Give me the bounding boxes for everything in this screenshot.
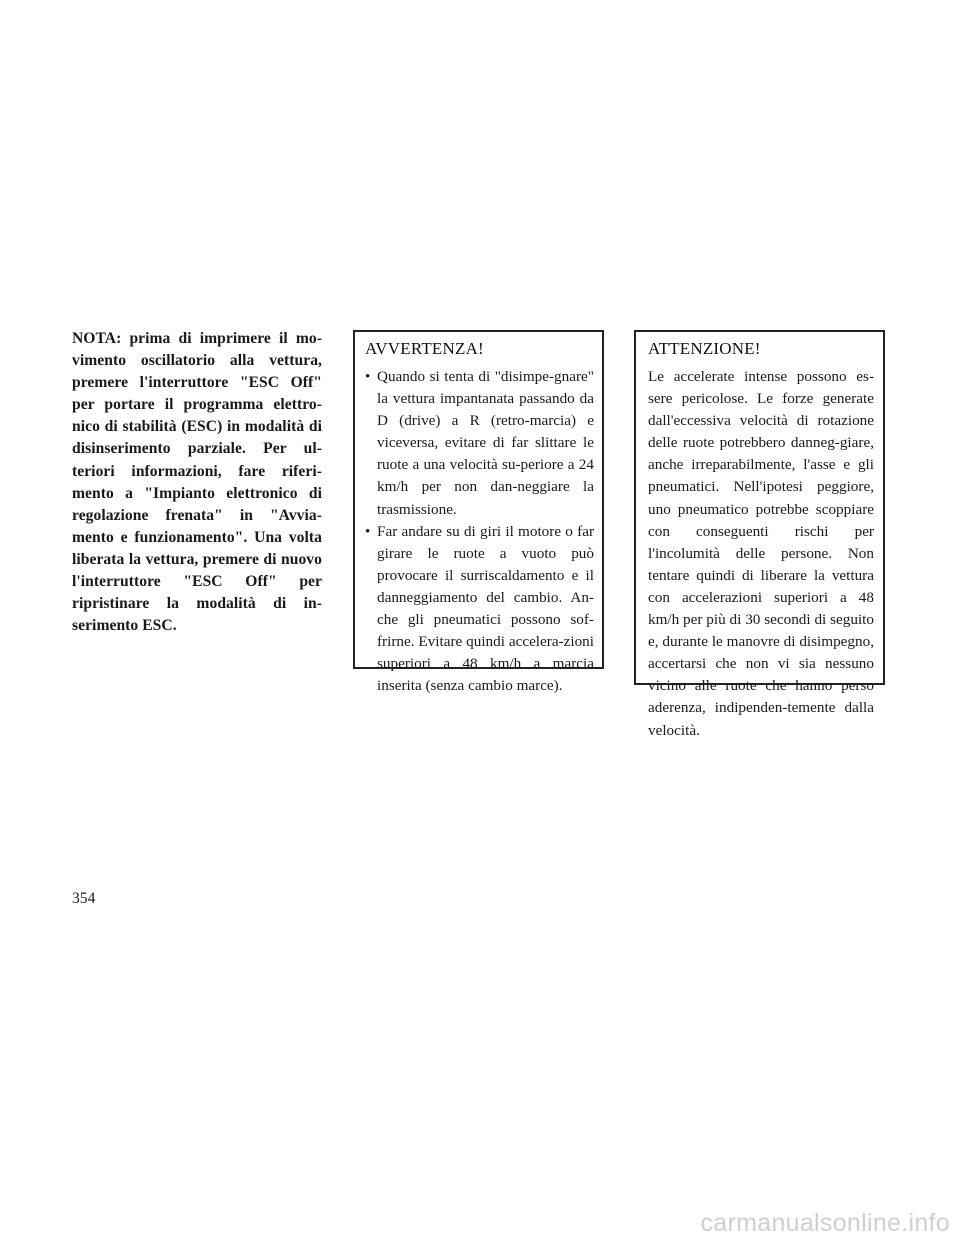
watermark: carmanualsonline.info <box>700 1209 950 1237</box>
warning-list <box>365 366 594 697</box>
warning-item <box>365 366 594 521</box>
bullet-icon: • <box>365 522 371 540</box>
note-column <box>72 328 322 637</box>
warning-item-text: Far andare su di giri il motore o far girare le ruote a vuoto può provocare il surriscaldamento e il danneggiamento del cambio. An-che gli pneumatici possono sof-frirne. Evitare quindi accelera-zioni superiori a 48 km/h a marcia inserita (senza cambio marce). <box>377 522 594 695</box>
caution-title: ATTENZIONE! <box>648 339 761 358</box>
warning-item <box>365 521 594 698</box>
bullet-icon: • <box>365 368 371 385</box>
caution-box <box>634 330 885 739</box>
warning-title: AVVERTENZA! <box>365 339 484 358</box>
note-paragraph: NOTA: prima di imprimere il mo-vimento oscillatorio alla vettura, premere l'interruttore "ESC Off" per portare il programma elettro-nico di stabilità (ESC) in modalità di disinserimento parziale. Per ul-teriori informazioni, fare riferi-mento a "Impianto elettronico di regolazione frenata" in "Avvia-mento e funzionamento". Una volta liberata la vettura, premere di nuovo l'interruttore "ESC Off" per ripristinare la modalità di in-serimento ESC. <box>72 330 322 635</box>
warning-box <box>353 330 604 695</box>
page-number: 354 <box>72 890 96 907</box>
caution-text: Le accelerate intense possono es-sere pericolose. Le forze generate dall'eccessiva velocità di rotazione delle ruote potrebbero danneg-giare, anche irreparabilmente, l'asse e gli pneumatici. Nell'ipotesi peggiore, uno pneumatico potrebbe scoppiare con conseguenti rischi per l'incolumità delle persone. Non tentare quindi di liberare la vettura con accelerazioni superiori a 48 km/h per più di 30 secondi di seguito e, durante le manovre di disimpegno, accertarsi che non vi sia nessuno vicino alle ruote che hanno perso aderenza, indipenden-temente dalla velocità. <box>648 368 874 739</box>
warning-item-text: Quando si tenta di "disimpe-gnare" la vettura impantanata passando da D (drive) a R (retro-marcia) e viceversa, evitare di far slittare le ruote a una velocità su-periore a 24 km/h per non dan-neggiare la trasmissione. <box>377 368 594 518</box>
